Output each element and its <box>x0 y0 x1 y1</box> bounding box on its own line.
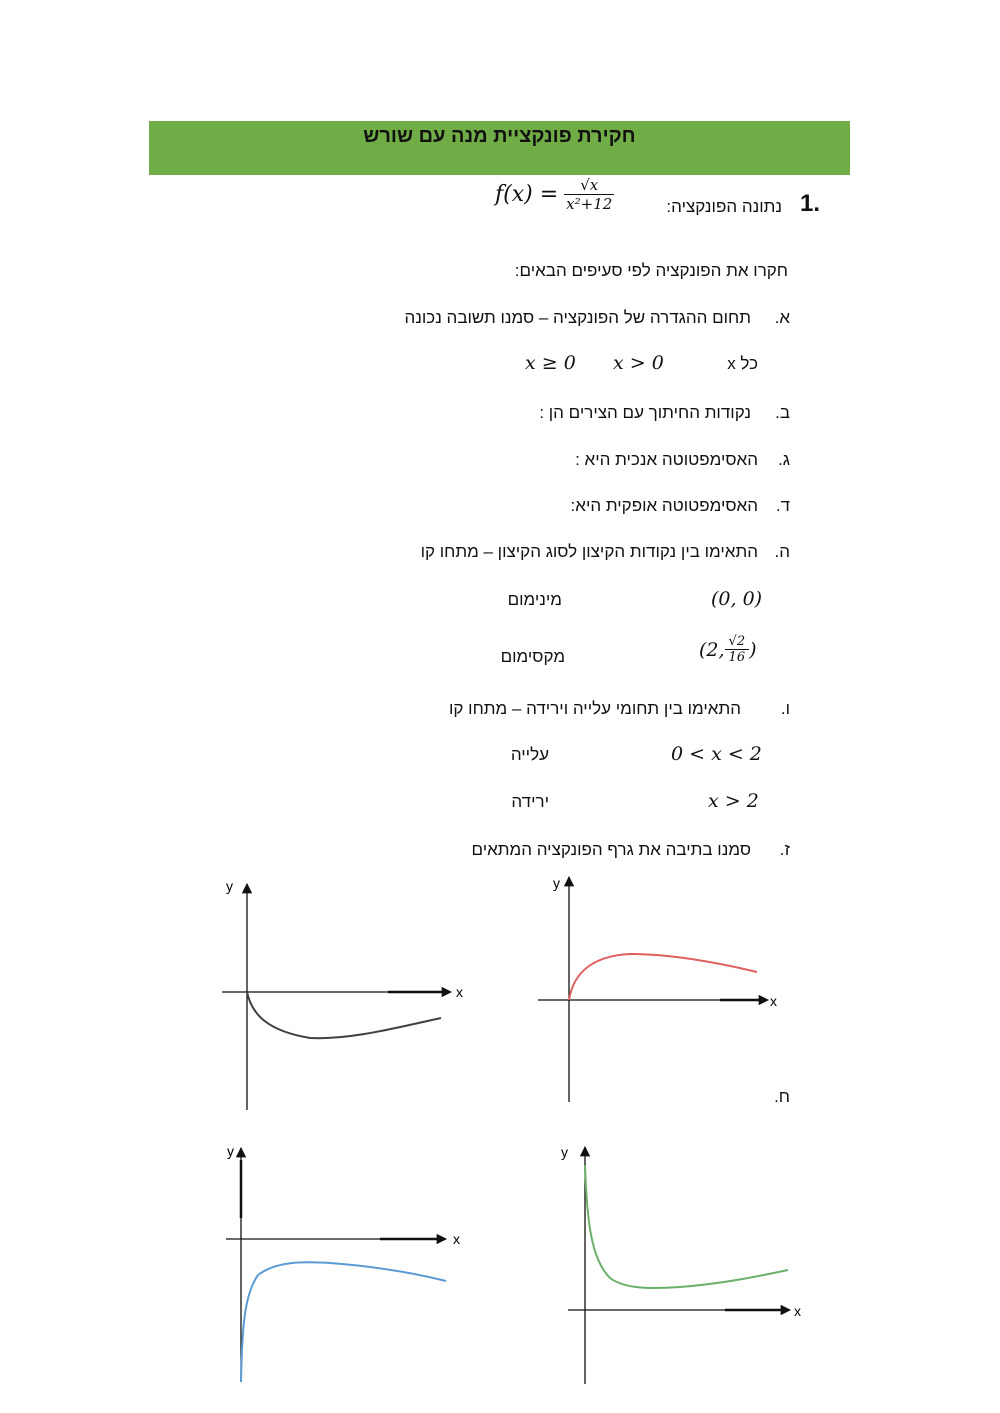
graph4-curve <box>585 1165 788 1288</box>
domain-option-3[interactable]: כל x <box>727 354 758 373</box>
extremum-type-minimum[interactable]: מינימום <box>507 590 562 609</box>
type-decreasing[interactable]: ירידה <box>511 792 549 811</box>
graph2-y-label: y <box>553 875 560 891</box>
item-d-text: האסימפטוטה אופקית היא: <box>570 496 758 515</box>
graph2-x-label: x <box>770 993 777 1009</box>
graph3-curve <box>241 1262 446 1382</box>
graph1-y-label: y <box>226 878 233 894</box>
item-e-text: התאימו בין נקודות הקיצון לסוג הקיצון – מתחו קו <box>420 542 758 561</box>
range-decreasing[interactable]: x > 2 <box>708 790 759 812</box>
point2-prefix: (2, <box>699 638 725 661</box>
item-f-letter: ו. <box>780 699 790 718</box>
item-b-letter: ב. <box>775 403 790 422</box>
graph3-y-label: y <box>227 1143 234 1159</box>
item-d-letter: ד. <box>775 496 790 515</box>
graph-option-green[interactable] <box>561 1144 801 1384</box>
graph4-x-label: x <box>794 1303 801 1319</box>
graph4-y-label: y <box>561 1144 568 1160</box>
item-c-text: האסימפטוטה אנכית היא : <box>575 450 758 469</box>
formula-lhs: f(x) = <box>495 182 559 207</box>
question-number: 1. <box>799 190 820 217</box>
item-c-letter: ג. <box>778 450 790 469</box>
given-text: נתונה הפונקציה: <box>666 197 782 216</box>
range-increasing[interactable]: 0 < x < 2 <box>671 743 762 765</box>
page-title: חקירת פונקציית מנה עם שורש <box>363 125 636 147</box>
item-f-text: התאימו בין תחומי עלייה וירידה – מתחו קו <box>449 699 741 718</box>
domain-option-1[interactable]: x ≥ 0 <box>525 352 576 374</box>
graph-option-blue[interactable] <box>226 1143 460 1382</box>
item-g-text: סמנו בתיבה את גרף הפונקציה המתאים <box>471 840 751 859</box>
item-a-letter: א. <box>774 308 790 327</box>
item-a-text: תחום ההגדרה של הפונקציה – סמנו תשובה נכונה <box>404 308 751 327</box>
graph1-x-label: x <box>456 984 463 1000</box>
graph3-x-label: x <box>453 1231 460 1247</box>
point2-suffix: ) <box>749 638 757 661</box>
item-e-letter: ה. <box>774 542 790 561</box>
graph-option-red[interactable] <box>538 875 777 1102</box>
item-b-text: נקודות החיתוך עם הצירים הן : <box>539 403 751 422</box>
graph-option-black[interactable] <box>222 878 463 1110</box>
type-increasing[interactable]: עלייה <box>510 745 549 764</box>
extremum-point-1[interactable]: (0, 0) <box>711 588 763 610</box>
domain-option-2[interactable]: x > 0 <box>613 352 664 374</box>
item-h-letter: ח. <box>774 1087 790 1106</box>
formula-denominator: x²+12 <box>566 195 613 213</box>
instruction: חקרו את הפונקציה לפי סעיפים הבאים: <box>514 261 788 280</box>
graph2-curve <box>569 954 757 1000</box>
point2-numerator: √2 <box>728 634 746 649</box>
item-g-letter: ז. <box>779 840 790 859</box>
graph1-curve <box>247 992 441 1038</box>
point2-denominator: 16 <box>728 650 746 665</box>
formula-numerator: √x <box>580 176 599 194</box>
extremum-type-maximum[interactable]: מקסימום <box>500 647 565 666</box>
